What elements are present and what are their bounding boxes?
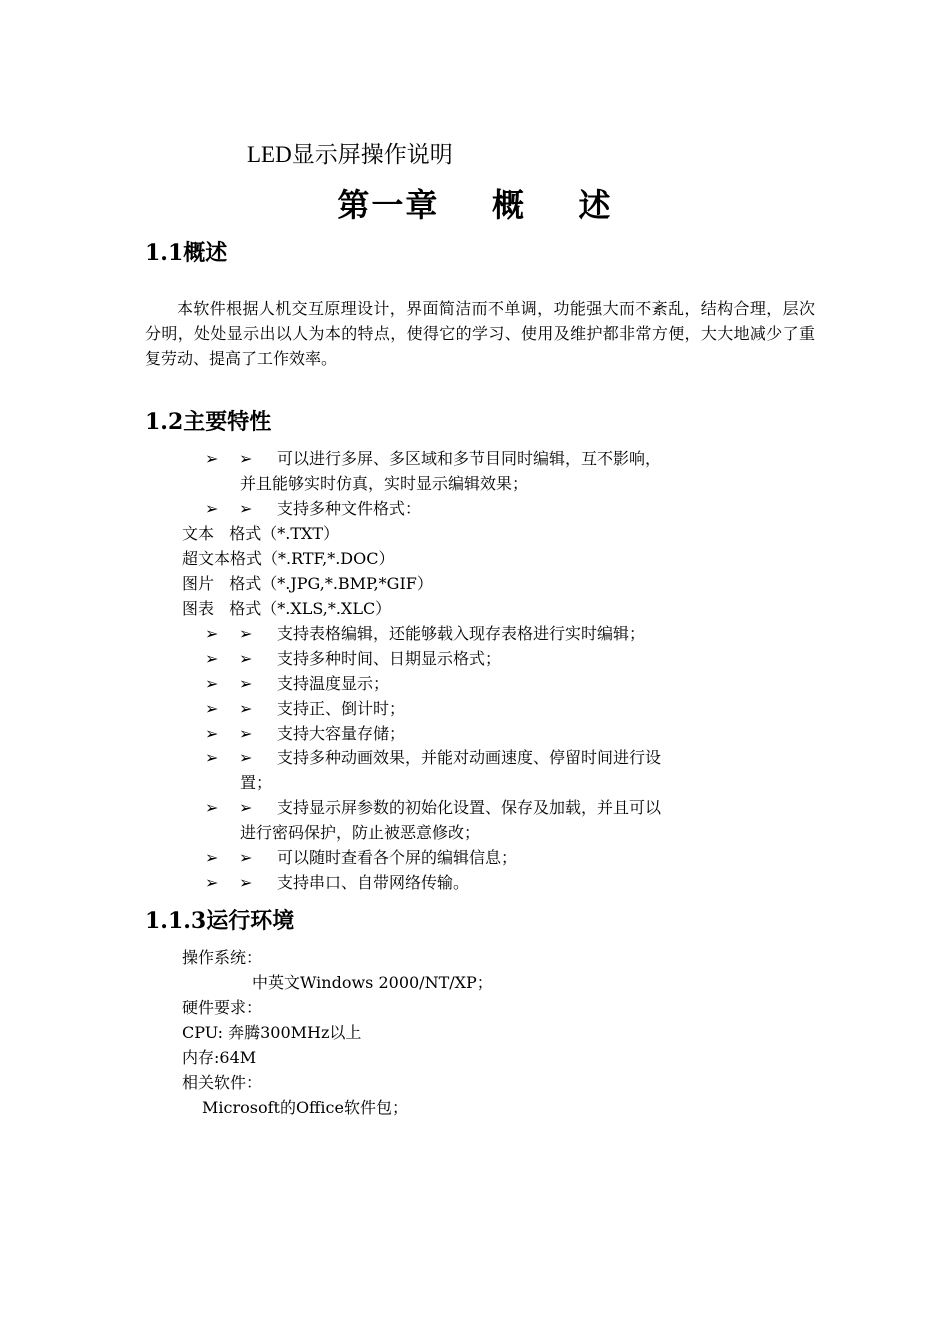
feature-item-5 xyxy=(205,671,389,694)
format-image: 图片 格式（*.JPG,*.BMP,*GIF） xyxy=(182,574,433,593)
feature-item-8 xyxy=(205,745,661,768)
bullet-arrow-icon: ➢ xyxy=(239,873,253,892)
feature-text: 支持表格编辑，还能够载入现存表格进行实时编辑； xyxy=(277,624,646,643)
feature-text: 支持串口、自带网络传输。 xyxy=(277,873,470,892)
bullet-arrow-icon: ➢ xyxy=(205,624,219,643)
memory-requirement: 内存:64M xyxy=(182,1048,257,1067)
bullet-arrow-icon: ➢ xyxy=(239,649,253,668)
feature-item-1-continuation: 并且能够实时仿真，实时显示编辑效果； xyxy=(240,474,529,493)
cpu-requirement: CPU: 奔腾300MHz以上 xyxy=(182,1023,362,1042)
format-rich-text: 超文本格式（*.RTF,*.DOC） xyxy=(182,549,395,568)
feature-item-2 xyxy=(205,496,421,519)
bullet-arrow-icon: ➢ xyxy=(239,449,253,468)
os-value: 中英文Windows 2000/NT/XP； xyxy=(252,973,493,992)
bullet-arrow-icon: ➢ xyxy=(205,748,219,767)
feature-item-10 xyxy=(205,845,517,868)
feature-text: 支持多种动画效果，并能对动画速度、停留时间进行设 xyxy=(277,748,662,767)
bullet-arrow-icon: ➢ xyxy=(239,748,253,767)
bullet-arrow-icon: ➢ xyxy=(239,724,253,743)
section-heading-overview: 1.1概述 xyxy=(145,240,228,266)
chapter-title: 第一章 概 述 xyxy=(337,186,613,224)
bullet-arrow-icon: ➢ xyxy=(239,699,253,718)
bullet-arrow-icon: ➢ xyxy=(239,499,253,518)
bullet-arrow-icon: ➢ xyxy=(239,674,253,693)
bullet-arrow-icon: ➢ xyxy=(239,848,253,867)
bullet-arrow-icon: ➢ xyxy=(205,724,219,743)
bullet-arrow-icon: ➢ xyxy=(205,873,219,892)
feature-item-1 xyxy=(205,446,661,469)
feature-item-7 xyxy=(205,721,405,744)
bullet-arrow-icon: ➢ xyxy=(239,798,253,817)
os-label: 操作系统： xyxy=(182,948,263,967)
feature-item-8-continuation: 置； xyxy=(240,773,273,792)
bullet-arrow-icon: ➢ xyxy=(205,848,219,867)
feature-item-3 xyxy=(205,621,645,644)
section-heading-environment: 1.1.3运行环境 xyxy=(145,908,295,934)
overview-paragraph: 本软件根据人机交互原理设计，界面简洁而不单调，功能强大而不紊乱，结构合理，层次分明，处处显示出以人为本的特点，使得它的学习、使用及维护都非常方便，大大地减少了重复劳动、提高了工作效率。 xyxy=(145,299,815,368)
feature-item-9 xyxy=(205,795,661,818)
bullet-arrow-icon: ➢ xyxy=(205,449,219,468)
feature-text: 支持多种时间、日期显示格式； xyxy=(277,649,502,668)
section-heading-features: 1.2主要特性 xyxy=(145,409,272,435)
feature-item-4 xyxy=(205,646,501,669)
document-title: LED显示屏操作说明 xyxy=(247,142,453,167)
bullet-arrow-icon: ➢ xyxy=(205,499,219,518)
feature-text: 支持温度显示； xyxy=(277,674,390,693)
feature-text: 支持显示屏参数的初始化设置、保存及加载，并且可以 xyxy=(277,798,662,817)
feature-text: 可以随时查看各个屏的编辑信息； xyxy=(277,848,518,867)
format-chart: 图表 格式（*.XLS,*.XLC） xyxy=(182,599,392,618)
bullet-arrow-icon: ➢ xyxy=(205,798,219,817)
software-label: 相关软件： xyxy=(182,1073,263,1092)
feature-item-11 xyxy=(205,870,469,893)
feature-item-6 xyxy=(205,696,405,719)
bullet-arrow-icon: ➢ xyxy=(205,674,219,693)
bullet-arrow-icon: ➢ xyxy=(239,624,253,643)
bullet-arrow-icon: ➢ xyxy=(205,699,219,718)
feature-text: 可以进行多屏、多区域和多节目同时编辑，互不影响， xyxy=(277,449,662,468)
feature-text: 支持正、倒计时； xyxy=(277,699,406,718)
hardware-label: 硬件要求： xyxy=(182,998,263,1017)
feature-text: 支持多种文件格式： xyxy=(277,499,422,518)
feature-item-9-continuation: 进行密码保护，防止被恶意修改； xyxy=(240,823,481,842)
feature-text: 支持大容量存储； xyxy=(277,724,406,743)
bullet-arrow-icon: ➢ xyxy=(205,649,219,668)
format-text: 文本 格式（*.TXT） xyxy=(182,524,340,543)
software-value: Microsoft的Office软件包； xyxy=(202,1098,408,1117)
